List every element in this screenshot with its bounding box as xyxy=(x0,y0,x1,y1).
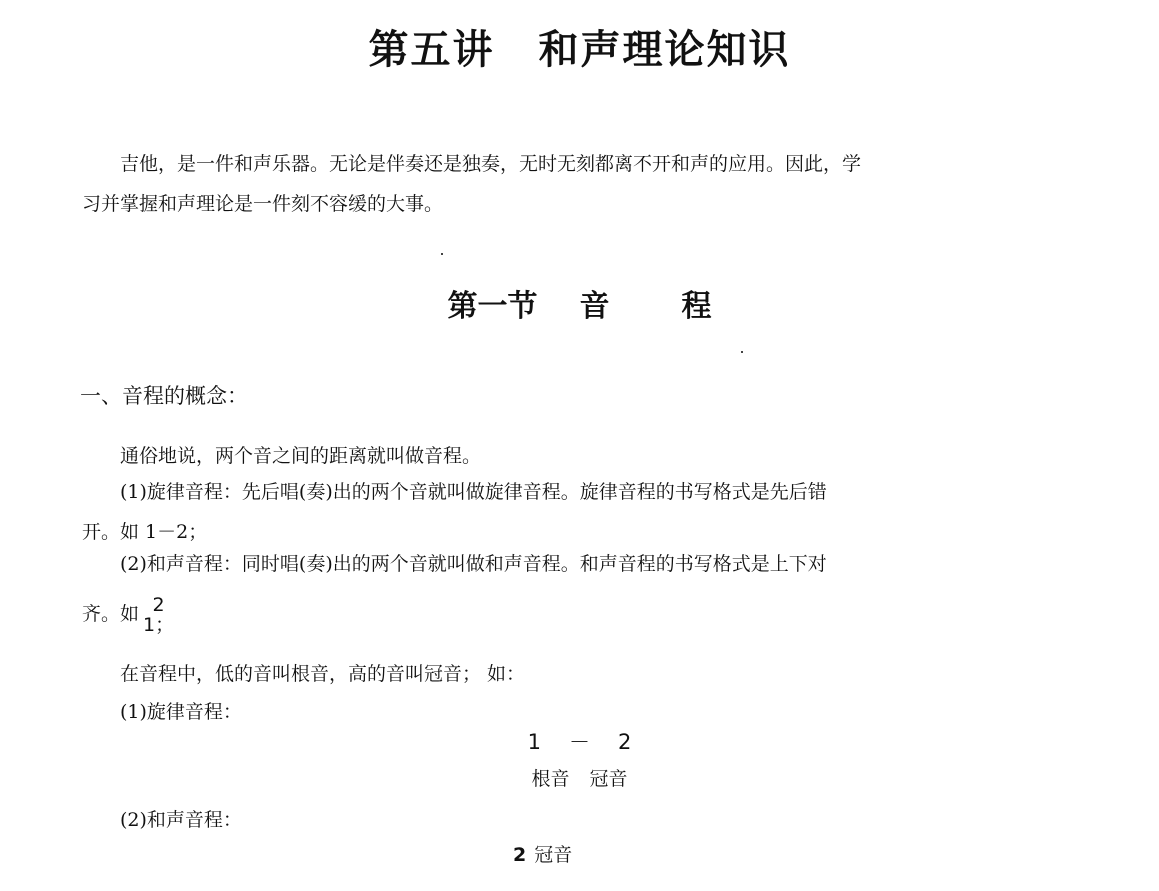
harmonic-line-2 xyxy=(82,594,1072,635)
harmonic-line-1: (2)和声音程：同时唱(奏)出的两个音就叫做和声音程。和声音程的书写格式是上下对 xyxy=(120,553,827,575)
harmonic-top-note: 2 xyxy=(513,844,527,866)
stack-top-note: 2 xyxy=(152,594,165,616)
chapter-name: 和声理论知识 xyxy=(538,26,791,73)
intro-paragraph xyxy=(82,144,1072,224)
melodic-note-2: 2 xyxy=(618,730,632,754)
intro-line-2: 习并掌握和声理论是一件刻不容缓的大事。 xyxy=(82,193,444,215)
subsection-heading: 一、音程的概念： xyxy=(80,384,248,408)
stack-bottom-note: 1； xyxy=(143,614,175,636)
melodic-example-notes xyxy=(0,726,1159,756)
section-word-2: 程 xyxy=(681,289,712,324)
chapter-title xyxy=(0,18,1159,75)
section-number: 第一节 xyxy=(447,289,538,324)
harmonic-notation-stack xyxy=(143,595,174,635)
root-label: 根音 xyxy=(531,768,570,790)
root-crown-intro: 在音程中，低的音叫根音，高的音叫冠音； 如： xyxy=(120,663,526,685)
harmonic-example-top xyxy=(513,840,572,867)
chapter-number: 第五讲 xyxy=(368,26,495,73)
scan-speck xyxy=(741,351,743,353)
section-title xyxy=(0,281,1159,325)
melodic-line-2: 开。如 1－2； xyxy=(82,521,208,543)
definition-harmonic xyxy=(82,544,1072,635)
melodic-note-1: 1 xyxy=(527,730,541,754)
section-word-1: 音 xyxy=(579,289,610,324)
melodic-dash: － xyxy=(569,730,590,754)
harmonic-line-2-prefix: 齐。如 xyxy=(82,603,140,625)
melodic-example-labels xyxy=(0,764,1159,791)
intro-line-1: 吉他，是一件和声乐器。无论是伴奏还是独奏，无时无刻都离不开和声的应用。因此，学 xyxy=(120,153,862,175)
crown-label: 冠音 xyxy=(589,768,628,790)
melodic-example-label: (1)旋律音程： xyxy=(120,701,242,723)
definition-general: 通俗地说，两个音之间的距离就叫做音程。 xyxy=(120,445,482,467)
definition-melodic xyxy=(82,472,1072,552)
harmonic-top-label: 冠音 xyxy=(534,844,573,866)
scan-speck xyxy=(441,253,443,255)
harmonic-example-label: (2)和声音程： xyxy=(120,809,242,831)
melodic-line-1: (1)旋律音程：先后唱(奏)出的两个音就叫做旋律音程。旋律音程的书写格式是先后错 xyxy=(120,481,827,503)
